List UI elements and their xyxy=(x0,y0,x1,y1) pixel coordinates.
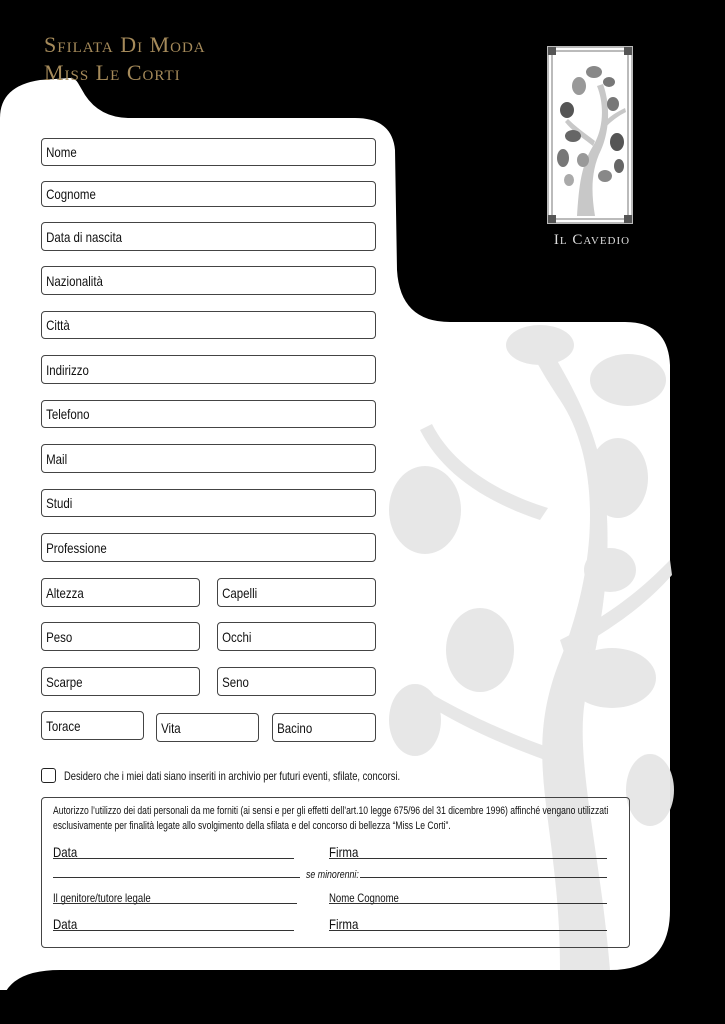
bust-label: Seno xyxy=(222,673,249,690)
chest-label: Torace xyxy=(46,717,81,734)
nome-label: Nome xyxy=(46,144,77,160)
weight-field[interactable] xyxy=(41,622,200,651)
guardian-label: Il genitore/tutore legale xyxy=(53,891,151,905)
nome-field[interactable] xyxy=(41,138,376,166)
profession-label: Professione xyxy=(46,539,107,556)
name-surname-line[interactable] xyxy=(329,903,607,904)
address-label: Indirizzo xyxy=(46,361,89,378)
hair-field[interactable] xyxy=(217,578,376,607)
waist-label: Vita xyxy=(161,719,181,736)
height-field[interactable] xyxy=(41,578,200,607)
nationality-field[interactable] xyxy=(41,266,376,295)
weight-label: Peso xyxy=(46,628,73,645)
waist-field[interactable] xyxy=(156,713,259,742)
minors-divider-right xyxy=(360,877,607,878)
archive-consent-checkbox[interactable] xyxy=(41,768,56,783)
archive-consent-label: Desidero che i miei dati siano inseriti in archivio per futuri eventi, sfilate, concorsi. xyxy=(64,769,401,783)
birthdate-label: Data di nascita xyxy=(46,228,123,245)
hips-label: Bacino xyxy=(277,719,313,736)
tree-icon xyxy=(547,46,633,226)
city-field[interactable] xyxy=(41,311,376,339)
eyes-label: Occhi xyxy=(222,628,252,645)
shoes-field[interactable] xyxy=(41,667,200,696)
guardian-line[interactable] xyxy=(53,903,297,904)
guardian-signature-label: Firma xyxy=(329,916,359,932)
eyes-field[interactable] xyxy=(217,622,376,651)
phone-label: Telefono xyxy=(46,406,90,422)
privacy-consent-text: Autorizzo l’utilizzo dei dati personali da me forniti (ai sensi e per gli effetti dell’art.10 legge 675/96 del 31 dicembre 1996) affinché vengano utilizzati esclusivamente per finalità legate allo svolgimento della sfilata e del concorso di bellezza “Miss Le Corti”. xyxy=(53,805,609,832)
name-surname-label: Nome Cognome xyxy=(329,891,399,905)
bust-field[interactable] xyxy=(217,667,376,696)
guardian-signature-line[interactable] xyxy=(329,930,607,931)
height-label: Altezza xyxy=(46,584,84,601)
studies-label: Studi xyxy=(46,495,73,511)
minors-divider-left xyxy=(53,877,300,878)
mail-label: Mail xyxy=(46,450,68,467)
address-field[interactable] xyxy=(41,355,376,384)
profession-field[interactable] xyxy=(41,533,376,562)
studies-field[interactable] xyxy=(41,489,376,517)
date-line[interactable] xyxy=(53,858,294,859)
birthdate-field[interactable] xyxy=(41,222,376,251)
mail-field[interactable] xyxy=(41,444,376,473)
hips-field[interactable] xyxy=(272,713,376,742)
nationality-label: Nazionalità xyxy=(46,272,103,289)
date-label: Data xyxy=(53,844,78,860)
hair-label: Capelli xyxy=(222,584,258,601)
phone-field[interactable] xyxy=(41,400,376,428)
city-label: Città xyxy=(46,317,70,333)
signature-label: Firma xyxy=(329,844,359,860)
cognome-field[interactable] xyxy=(41,181,376,207)
minors-label: se minorenni: xyxy=(306,869,359,881)
shoes-label: Scarpe xyxy=(46,673,83,690)
guardian-date-label: Data xyxy=(53,916,78,932)
event-title: Sfilata Di Moda xyxy=(44,32,206,57)
chest-field[interactable] xyxy=(41,711,144,740)
cognome-label: Cognome xyxy=(46,186,96,202)
guardian-date-line[interactable] xyxy=(53,930,294,931)
contest-title: Miss Le Corti xyxy=(44,60,181,85)
signature-line[interactable] xyxy=(329,858,607,859)
logo-caption: Il Cavedio xyxy=(553,232,631,248)
